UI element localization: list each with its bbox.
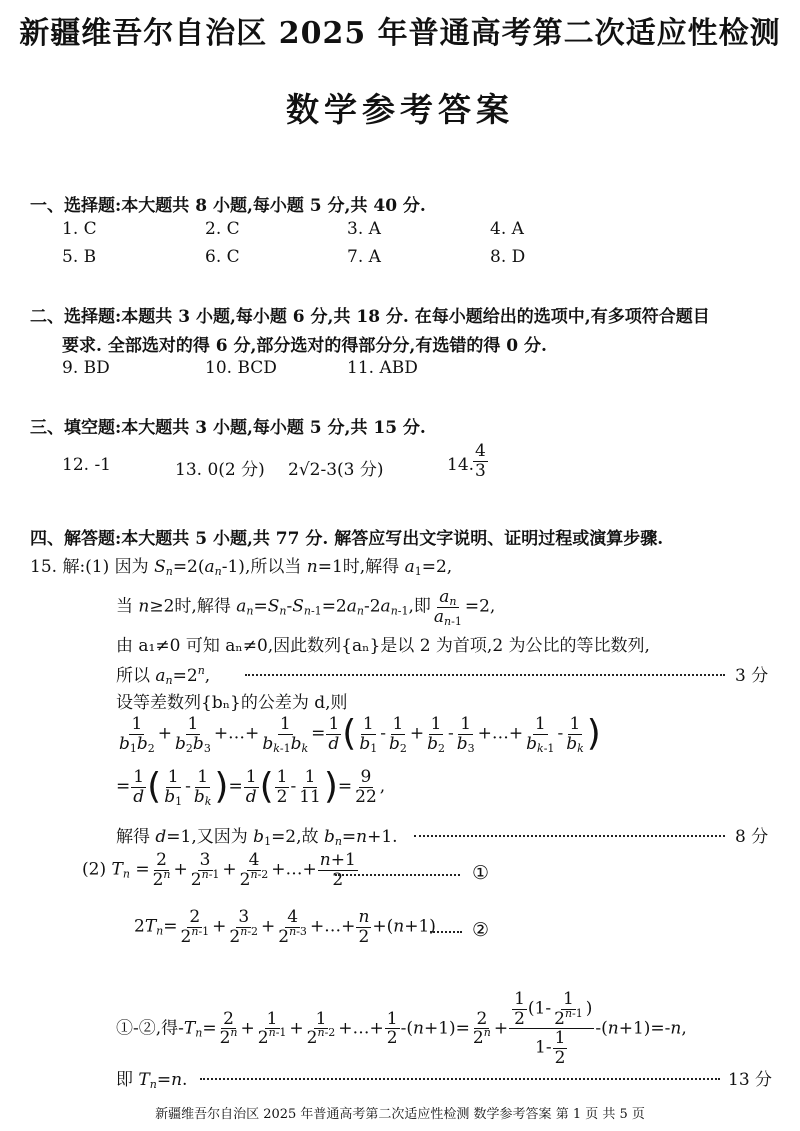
step3-prefix: ①-②,得 (116, 1018, 179, 1039)
answer-14-num: 4 (475, 441, 486, 461)
line2-text: 时,解得 (174, 596, 231, 617)
q15-line3: 由 a₁≠0 可知 aₙ≠0,因此数列{aₙ}是以 2 为首项,2 为公比的等比数列, (116, 636, 650, 656)
dotted-leader (430, 931, 462, 933)
final-line: 即 $T_n=n$. (116, 1070, 188, 1091)
final-prefix: 即 (116, 1070, 133, 1090)
answer-6: 6. C (205, 247, 240, 267)
equation-sum: $\frac{1}{b_1b_2}$ + $\frac{1}{b_2b_3}$ +…+ $\frac{1}{b_{k-1}b_k}$ = $\frac{1}{d}$ ( $\frac{1}{b_1}$ - $\frac{1}{b_2}$ + $\frac{1}{b_2}$ - $\frac{1}{b_3}$ +…+ $\frac{1}{b_{k-1}}$ - $\frac{1}{b_k}$ ) (119, 713, 601, 755)
line2-prefix: 当 (116, 596, 133, 617)
section1-heading: 一、选择题:本大题共 8 小题,每小题 5 分,共 40 分. (30, 196, 426, 216)
dotted-leader (335, 874, 460, 876)
answer-7: 7. A (347, 247, 381, 267)
section2-heading-line1: 二、选择题:本题共 3 小题,每小题 6 分,共 18 分. 在每小题给出的选项中,有多项符合题目 (30, 307, 710, 327)
line8-a: 解得 (116, 827, 150, 847)
line8-c: 故 (301, 827, 319, 847)
q15-text2: 时,解得 (342, 557, 400, 577)
section3-heading: 三、填空题:本大题共 3 小题,每小题 5 分,共 15 分. (30, 418, 426, 438)
page-subtitle: 数学参考答案 (286, 90, 514, 129)
part2-eq2: $2T_n=$ $\frac{2}{2^{n-1}}$ + $\frac{3}{2^{n-2}}$ + $\frac{4}{2^{n-3}}$ +…+ $\frac{n}{2}$ +(n+1) (134, 907, 436, 947)
part2-label: (2) (82, 859, 107, 880)
score-3: 13 分 (728, 1070, 773, 1090)
answer-10: 10. BCD (205, 358, 277, 378)
answer-14-fraction (472, 442, 489, 480)
section4-heading: 四、解答题:本大题共 5 小题,共 77 分. 解答应写出文字说明、证明过程或演算步骤. (30, 529, 664, 549)
dotted-leader (200, 1078, 720, 1080)
q15-line2: 当 n≥2时,解得 $a_n=S_n-S_{n-1}=2a_n-2a_{n-1}$,即 $\frac{a_n}{a_{n-1}}$ =2, (116, 587, 496, 628)
q15-line5: 设等差数列{bₙ}的公差为 d,则 (116, 693, 348, 713)
answer-12: 12. -1 (62, 455, 111, 475)
score-2: 8 分 (735, 827, 769, 847)
answer-1: 1. C (62, 219, 97, 239)
q15-text1: 所以当 (250, 557, 302, 577)
answer-3: 3. A (347, 219, 381, 239)
dotted-leader (414, 835, 725, 837)
part2-eq1: (2) $T_n$ = $\frac{2}{2^n}$ + $\frac{3}{2^{n-1}}$ + $\frac{4}{2^{n-2}}$ +…+ $\frac{n+1}{2}$ (82, 850, 356, 890)
page-footer: 新疆维吾尔自治区 2025 年普通高考第二次适应性检测 数学参考答案 第 1 页 共 5 页 (155, 1107, 645, 1122)
answer-13b: 2√2-3(3 分) (288, 460, 384, 480)
score-1: 3 分 (735, 666, 769, 686)
answer-4: 4. A (490, 219, 524, 239)
equation-simplify: = $\frac{1}{d}$ ( $\frac{1}{b_1}$ - $\frac{1}{b_k}$ )= $\frac{1}{d}$ ( $\frac{1}{2}$ - $\frac{1}{11}$ )= $\frac{9}{22}$ , (116, 766, 386, 808)
part2-eq3: ①-②,得$-T_n=$ $\frac{2}{2^n}$ + $\frac{1}{2^{n-1}}$ + $\frac{1}{2^{n-2}}$ +…+ $\frac{1}{2}$ -(n+1)= $\frac{2}{2^n}$ + $\frac{1}{2}$ (1- $\frac{1}{2^{n-1}}$ ) 1- $\frac{1}{2}$ -(n+1)=-n, (116, 989, 687, 1069)
q15-line4: 所以 $a_n=2^n$, (116, 664, 211, 687)
answer-14-den: 3 (475, 460, 486, 481)
section2-heading-line2: 要求. 全部选对的得 6 分,部分选对的得部分分,有选错的得 0 分. (62, 336, 547, 356)
answer-14-label: 14. (447, 455, 475, 475)
answer-2: 2. C (205, 219, 240, 239)
answer-8: 8. D (490, 247, 526, 267)
page-title: 新疆维吾尔自治区 2025 年普通高考第二次适应性检测 (19, 16, 781, 51)
q15-line1: 15. 解:(1) 因为 $S_n=2(a_n-1)$,所以当 n=1时,解得 $a_1=2$, (30, 557, 453, 578)
answer-13a: 13. 0(2 分) (175, 460, 265, 480)
dotted-leader (245, 674, 725, 676)
answer-11: 11. ABD (347, 358, 418, 378)
circle-2: ② (472, 919, 490, 941)
answer-5: 5. B (62, 247, 97, 267)
line4-text: 所以 (116, 666, 150, 686)
answer-9: 9. BD (62, 358, 110, 378)
line2-ji: 即 (413, 596, 431, 617)
q15-line8: 解得 d=1,又因为 $b_1=2$,故 $b_n=n+1$. (116, 827, 398, 848)
circle-1: ① (472, 862, 490, 884)
line8-b: 又因为 (196, 827, 248, 847)
q15-label: 15. 解:(1) 因为 (30, 557, 149, 577)
